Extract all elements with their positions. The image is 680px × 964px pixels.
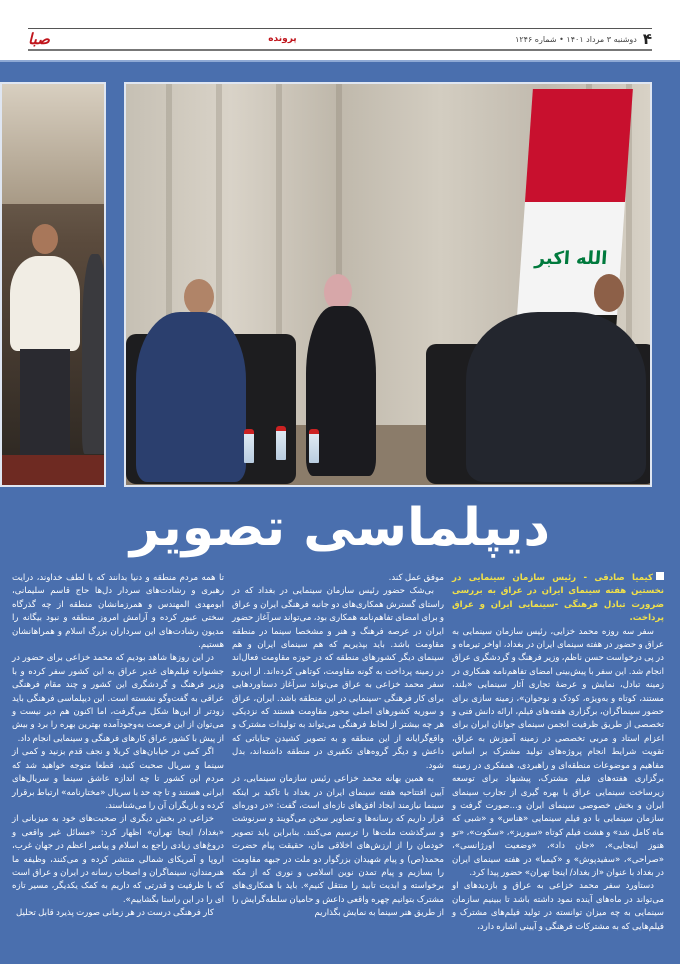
date-issue: دوشنبه ۳ مرداد ۱۴۰۱ • شماره ۱۲۴۶ bbox=[515, 34, 637, 44]
paragraph: سفر سه روزه محمد خزایی، رئیس سازمان سینمایی به عراق و حضور در هفته سینمای ایران در بغداد، اواخر تیرماه و در پی درخواست حسن ناظم، وزیر فرهنگ و گردشگری عراق انجام شد. این سفر با پیش‌بینی امضای تفاهم‌نامه همکاری در زمینه تبادل، نمایش و عرضهٔ تجاری آثار سینمایی «بلند، مستند، کوتاه و به‌ویژه، کودک و نوجوان»، زمینه سازی برای حضور سینماگران، برگزاری هفته‌های فیلم، ارائه دانش فنی و تخصصی از طریق ظرفیت انجمن سینمای جوانان ایران برای اعزام استاد و مربی تخصصی در زمینه آموزش به عراق، تقویت شرایط انجام پروژه‌های تولید مشترک بر اساس مفاهیم و موضوعات منطقه‌ای و راهبردی، همفکری در زمینه برگزاری هفته‌های فیلم مشترک، پیشنهاد برای توسعه زیرساخت سینمایی عراق با بهره گیری از تجارب سینمای ایران و بخش خصوصی سینمای ایران و...صورت گرفت و سازمان سینمایی با دو فیلم سینمایی «هناس» و «شبی که ماه کامل شد» و هشت فیلم کوتاه «سوریز»، «سکوت»، «تو هنوز اینجایی»، «جان داد»، «وضعیت اورژانسی»، «صراحی»، «سفیدپوش» و «کیمیا» در هفته سینمای ایران در بغداد با عنوان «از بغداد/ اینجا تهران» حضور پیدا کرد. bbox=[452, 626, 664, 878]
page-header bbox=[28, 28, 652, 51]
section-label: پرونده bbox=[268, 34, 297, 44]
paragraph: در این روزها شاهد بودیم که محمد خزاعی برای حضور در جشنواره فیلم‌های غدیر عراق به این کشور سفر کرده و با وزیر فرهنگ و گردشگری این کشور و چند مقام فرهنگی عراقی به گفت‌وگو نشسته است. این دیپلماسی فرهنگی باید زودتر از این‌ها شکل می‌گرفت، اما اکنون هم دیر نیست و می‌توان از این فرصت به‌وجودآمده بهترین بهره را برد و بیش از پیش با کشور عراق کارهای فرهنگی و سینمایی انجام داد. bbox=[12, 653, 224, 744]
main-photo bbox=[124, 82, 652, 487]
header-meta bbox=[515, 30, 652, 48]
paragraph: خزاعی در بخش دیگری از صحبت‌های خود به میزبانی از «بغداد/ اینجا تهران» اظهار کرد: «مسائل غیر واقعی و دروغ‌های زیادی راجع به اسلام و پیامبر اعظم در جهان غرب، اروپا و آمریکای شمالی منتشر کرده و می‌کنند، وظیفه ما هنرمندان، سینماگران و اصحاب رسانه در ایران و عراق است که با ظرفیت و قدرتی که داریم به کمک یکدیگر، مسیر تازه ای را در این راستا بگشاییم». bbox=[12, 814, 224, 905]
paragraph: تا همه مردم منطقه و دنیا بدانند که با لطف خداوند، درایت رهبری و رشادت‌های سردار دل‌ها حاج قاسم سلیمانی، ابومهدی المهندس و همرزمانشان منطقه از چه گذرگاه سختی عبور کرده و آرامش امروز منطقه و نبود بیگانه را مدیون رشادت‌های این سرداران بزرگ اسلام و همراهانشان هستیم. bbox=[12, 573, 224, 651]
article-column-3 bbox=[12, 572, 224, 921]
paragraph: بی‌شک حضور رئیس سازمان سینمایی در بغداد که در راستای گسترش همکاری‌های دو جانبه فرهنگی ایران و عراق و برای امضای تفاهم‌نامه همکاری بود، می‌تواند سرآغاز حضور ایران در عرصه فرهنگ و هنر و مشخصا سینما در منطقه مقاومت باشد. باید بپذیریم که هم سینمای ایران و هم سینمای دیگر کشورهای منطقه که در حوزه مقاومت فعال‌اند در زمینه پرداخت به گونه مقاومت، کوتاهی کرده‌اند. از این‌رو سفر محمد خزاعی به عراق می‌تواند سرآغاز دستاوردهایی برای کار فرهنگی -سینمایی در این منطقه باشد. ایران، عراق و سوریه کشورهای اصلی محور مقاومت هستند که نزدیکی هر چه بیشتر از لحاظ فرهنگی می‌تواند به تولیدات مشترک و واقع‌گرایانه از این منطقه و به تصویر کشیدن جنایاتی که داعش و دیگر گروه‌های تکفیری در منطقه داشته‌اند، بدل شود. bbox=[232, 586, 444, 771]
newspaper-logo: صبا bbox=[28, 30, 50, 48]
paragraph: کار فرهنگی درست در هر زمانی صورت پذیرد قابل تحلیل bbox=[16, 908, 214, 919]
page-number: ۴ bbox=[642, 30, 652, 48]
paragraph: دستاورد سفر محمد خزاعی به عراق و بازدیدهای او می‌تواند در ماه‌های آینده نمود داشته باشد تا ببینیم سازمان سینمایی به چه میزان توانسته در تولید فیلم‌های مشترک و فیلم‌هایی که به مشترکات فرهنگی و آیینی اشاره دارد، bbox=[452, 881, 664, 932]
flag-white-stripe: الله اکبر bbox=[517, 202, 625, 315]
side-photo bbox=[0, 82, 106, 487]
man-left bbox=[136, 312, 246, 482]
man-right bbox=[466, 312, 646, 482]
article-lead bbox=[452, 572, 664, 626]
paragraph: موفق عمل کند. bbox=[388, 573, 444, 583]
bullet-square-icon bbox=[656, 572, 664, 580]
paragraph: به همین بهانه محمد خزاعی رئیس سازمان سینمایی، در آیین افتتاحیه هفته سینمای ایران در بغداد با تاکید بر اینکه سینما نیازمند ایجاد افق‌های تازه‌ای است، گفت: «در دوره‌ای قرار داریم که رسانه‌ها و تصاویر سخن می‌گویند و سرنوشت و سرگذشت ملت‌ها را ترسیم می‌کنند. بنابراین باید تصویر خودمان را از ارزش‌های اخلاقی مان، حقیقت پیام حضرت محمد(ص) و پیام شهیدان بزرگوار دو ملت در جبهه مقاومت را بسازیم و پیام تمدن نوین اسلامی و نوری که از مکه برخواسته و ابدیت تابید را منتقل کنیم». باید با همکاری‌های مشترک بتوانیم چهره واقعی داعش و حامیان سلطه‌گرایش را از طریق هنر سینما به نمایش بگذاریم bbox=[232, 774, 444, 919]
article-column-1 bbox=[452, 572, 664, 934]
article-title: دیپلماسی تصویر bbox=[129, 498, 551, 558]
paragraph: اگر کمی در خیابان‌های کربلا و نجف قدم بزنید و کمی از سینما و سریال صحبت کنید، قطعا متوجه خواهید شد که مردم این کشور تا چه اندازه عاشق سینما و سریال‌های ایرانی هستند و تا چه حد با سریال «مختارنامه» ارتباط برقرار کرده و بازیگران آن را می‌شناسند. bbox=[12, 747, 224, 811]
lead-text: کیمیا صادقی - رئیس سازمان سینمایی در نخستین هفته سینمای ایران در عراق به بررسی ضرورت تبادل فرهنگی -سینمایی ایران و عراق پرداخت. bbox=[452, 573, 664, 624]
article-column-2 bbox=[232, 572, 444, 921]
flag-red-stripe bbox=[525, 89, 633, 202]
